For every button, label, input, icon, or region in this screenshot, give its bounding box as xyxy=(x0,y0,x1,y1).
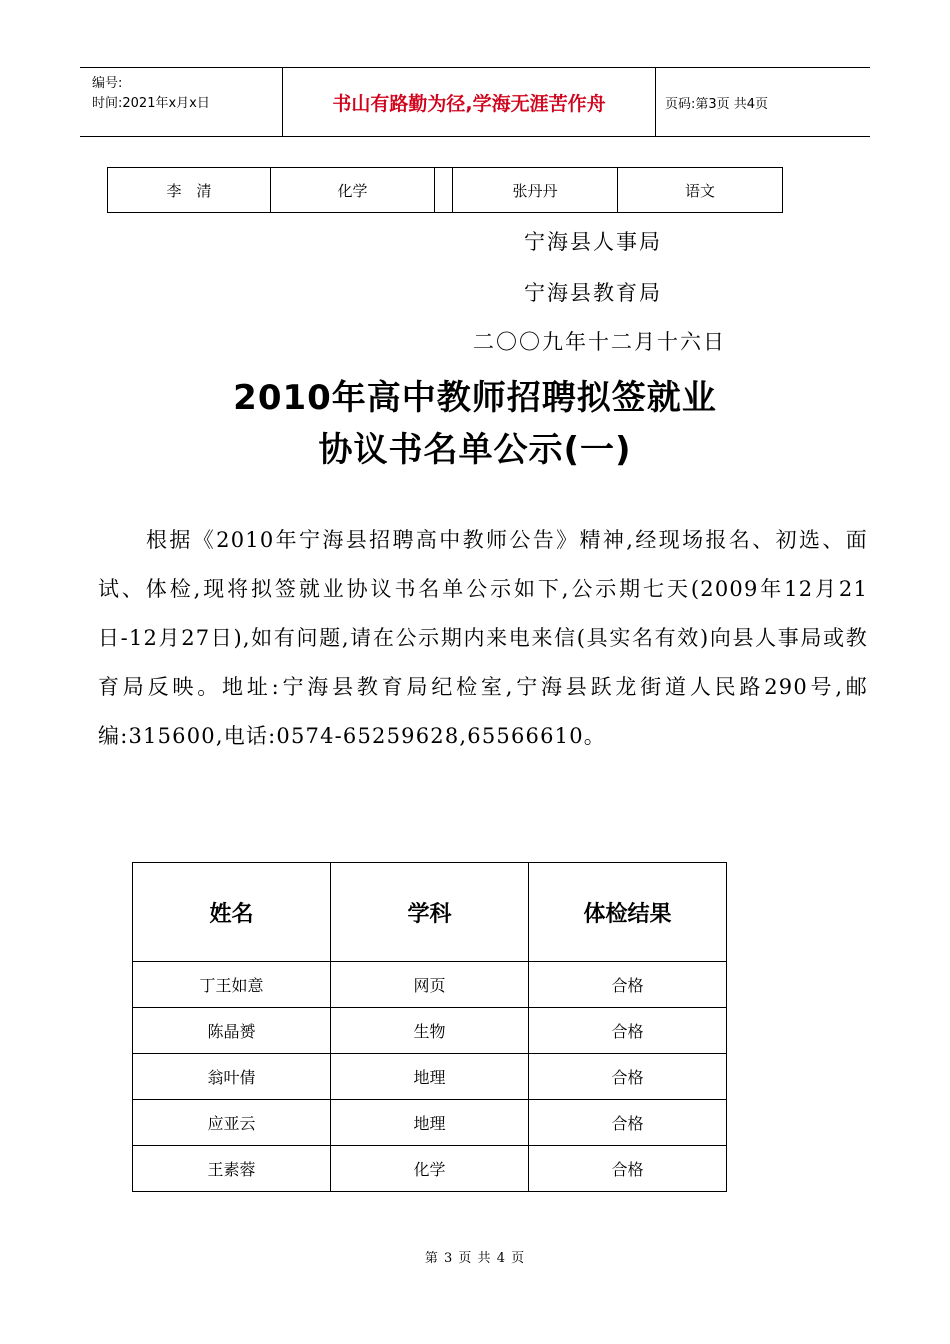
time-label: 时间:2021年x月x日 xyxy=(92,96,210,111)
motto-text: 书山有路勤为径,学海无涯苦作舟 xyxy=(332,92,606,115)
subject-cell: 化学 xyxy=(331,1146,529,1192)
column-header-result: 体检结果 xyxy=(529,863,727,962)
table-row xyxy=(133,1008,727,1054)
table-header-row xyxy=(133,863,727,962)
header-motto-cell xyxy=(282,68,656,136)
page-footer: 第 3 页 共 4 页 xyxy=(424,1251,526,1266)
document-header xyxy=(80,67,870,137)
result-cell: 合格 xyxy=(529,1054,727,1100)
announcement-paragraph: 根据《2010年宁海县招聘高中教师公告》精神,经现场报名、初选、面试、体检,现将拟签就业协议书名单公示如下,公示期七天(2009年12月21日-12月27日),如有问题,请在公示期内来电来信(具实名有效)向县人事局或教育局反映。地址:宁海县教育局纪检室,宁海县跃龙街道人民路290号,邮编:315600,电话:0574-65259628,65566610。 xyxy=(98,528,868,748)
name-cell: 翁叶倩 xyxy=(133,1054,331,1100)
continued-table xyxy=(107,167,783,213)
name-cell: 王素蓉 xyxy=(133,1146,331,1192)
subject-cell: 生物 xyxy=(331,1008,529,1054)
subject-cell: 网页 xyxy=(331,962,529,1008)
page-title-line-1: 2010年高中教师招聘拟签就业 xyxy=(233,378,717,418)
table-cell: 语文 xyxy=(618,168,783,213)
column-header-name: 姓名 xyxy=(133,863,331,962)
table-cell: 化学 xyxy=(271,168,435,213)
name-cell: 丁王如意 xyxy=(133,962,331,1008)
header-page-cell xyxy=(655,68,870,136)
table-row xyxy=(133,1100,727,1146)
page-title-line-2: 协议书名单公示(一) xyxy=(318,430,632,470)
subject-cell: 地理 xyxy=(331,1054,529,1100)
header-meta xyxy=(80,68,282,136)
result-cell: 合格 xyxy=(529,1146,727,1192)
table-cell: 张丹丹 xyxy=(453,168,618,213)
signature-date: 二〇〇九年十二月十六日 xyxy=(473,330,726,354)
signature-org-2: 宁海县教育局 xyxy=(524,281,662,305)
results-table xyxy=(132,862,727,1192)
table-cell xyxy=(435,168,453,213)
table-row xyxy=(133,962,727,1008)
table-row xyxy=(108,168,783,213)
table-row xyxy=(133,1146,727,1192)
table-cell: 李 清 xyxy=(108,168,271,213)
result-cell: 合格 xyxy=(529,962,727,1008)
table-row xyxy=(133,1054,727,1100)
name-cell: 应亚云 xyxy=(133,1100,331,1146)
signature-org-1: 宁海县人事局 xyxy=(524,230,662,254)
subject-cell: 地理 xyxy=(331,1100,529,1146)
name-cell: 陈晶赟 xyxy=(133,1008,331,1054)
result-cell: 合格 xyxy=(529,1008,727,1054)
result-cell: 合格 xyxy=(529,1100,727,1146)
page-label: 页码:第3页 共4页 xyxy=(665,96,769,112)
column-header-subject: 学科 xyxy=(331,863,529,962)
number-label: 编号: xyxy=(92,76,123,91)
